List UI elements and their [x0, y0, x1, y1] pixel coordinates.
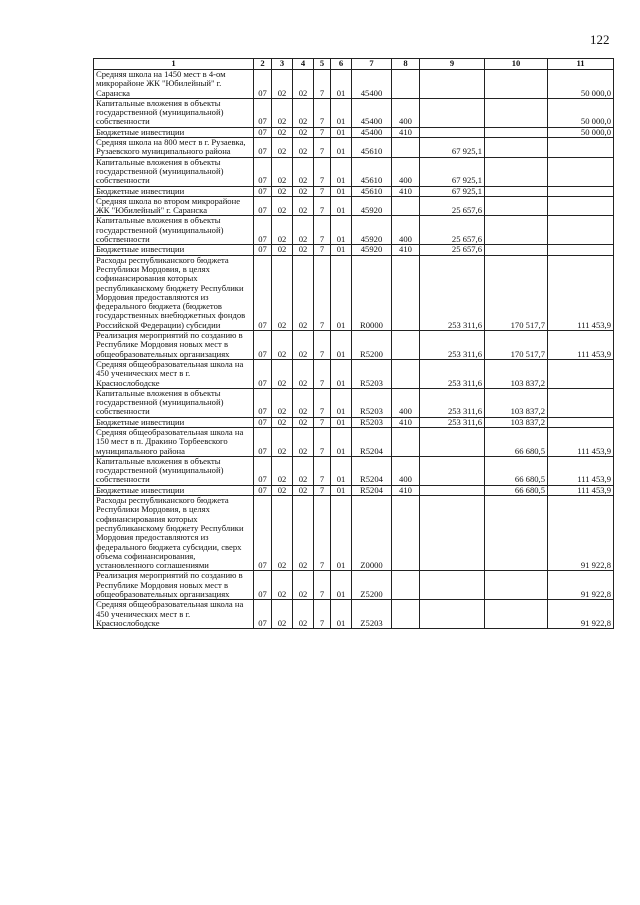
- row-name-cell: Капитальные вложения в объекты государственной (муниципальной) собственности: [94, 456, 254, 485]
- row-name-cell: Бюджетные инвестиции: [94, 245, 254, 255]
- row-value-cell: 400: [392, 456, 420, 485]
- row-value-cell: 02: [293, 216, 314, 245]
- row-value-cell: 67 925,1: [420, 157, 485, 186]
- row-value-cell: 67 925,1: [420, 186, 485, 196]
- row-value-cell: 7: [314, 571, 331, 600]
- row-value-cell: 02: [272, 98, 293, 127]
- row-value-cell: 7: [314, 98, 331, 127]
- row-value-cell: 91 922,8: [548, 600, 614, 629]
- row-value-cell: 02: [272, 196, 293, 216]
- row-value-cell: [392, 496, 420, 571]
- row-value-cell: [485, 196, 548, 216]
- row-value-cell: [548, 245, 614, 255]
- table-row: [94, 245, 614, 255]
- row-value-cell: 410: [392, 417, 420, 427]
- row-value-cell: 253 311,6: [420, 388, 485, 417]
- row-value-cell: 02: [272, 127, 293, 137]
- row-name-cell: Бюджетные инвестиции: [94, 186, 254, 196]
- row-value-cell: 25 657,6: [420, 245, 485, 255]
- row-value-cell: R5200: [352, 331, 392, 360]
- row-value-cell: R5203: [352, 359, 392, 388]
- row-value-cell: 02: [272, 157, 293, 186]
- row-value-cell: [485, 216, 548, 245]
- row-value-cell: 25 657,6: [420, 196, 485, 216]
- row-name-cell: Капитальные вложения в объекты государственной (муниципальной) собственности: [94, 216, 254, 245]
- row-value-cell: 7: [314, 70, 331, 99]
- row-value-cell: 253 311,6: [420, 359, 485, 388]
- row-value-cell: 02: [272, 600, 293, 629]
- page-number: 122: [590, 32, 610, 47]
- row-value-cell: [485, 496, 548, 571]
- row-value-cell: 01: [331, 359, 352, 388]
- row-value-cell: 02: [272, 388, 293, 417]
- row-value-cell: 01: [331, 98, 352, 127]
- row-value-cell: 01: [331, 157, 352, 186]
- row-value-cell: 7: [314, 331, 331, 360]
- row-value-cell: 111 453,9: [548, 427, 614, 456]
- row-name-cell: Бюджетные инвестиции: [94, 485, 254, 495]
- row-value-cell: 07: [254, 157, 272, 186]
- row-value-cell: 02: [272, 496, 293, 571]
- table-row: [94, 255, 614, 330]
- row-value-cell: [485, 571, 548, 600]
- row-value-cell: 400: [392, 388, 420, 417]
- row-value-cell: 02: [272, 417, 293, 427]
- header-cell: 4: [293, 59, 314, 70]
- row-value-cell: 50 000,0: [548, 98, 614, 127]
- row-value-cell: [548, 359, 614, 388]
- row-name-cell: Средняя школа во втором микрорайоне ЖК "Юбилейный" г. Саранска: [94, 196, 254, 216]
- row-value-cell: [548, 138, 614, 158]
- row-value-cell: 02: [293, 600, 314, 629]
- row-value-cell: [392, 255, 420, 330]
- row-value-cell: 45920: [352, 245, 392, 255]
- row-value-cell: 45610: [352, 138, 392, 158]
- row-value-cell: 7: [314, 600, 331, 629]
- table-row: [94, 196, 614, 216]
- row-value-cell: 111 453,9: [548, 485, 614, 495]
- row-value-cell: 07: [254, 138, 272, 158]
- row-value-cell: 01: [331, 571, 352, 600]
- row-value-cell: 07: [254, 485, 272, 495]
- row-value-cell: 103 837,2: [485, 388, 548, 417]
- row-value-cell: R5204: [352, 485, 392, 495]
- row-value-cell: 02: [272, 186, 293, 196]
- table-row: [94, 427, 614, 456]
- row-value-cell: 01: [331, 70, 352, 99]
- row-name-cell: Реализация мероприятий по созданию в Республике Мордовия новых мест в общеобразовательных организациях: [94, 331, 254, 360]
- row-value-cell: 02: [293, 196, 314, 216]
- row-name-cell: Капитальные вложения в объекты государственной (муниципальной) собственности: [94, 98, 254, 127]
- row-value-cell: 45400: [352, 70, 392, 99]
- table-row: [94, 98, 614, 127]
- row-value-cell: 66 680,5: [485, 427, 548, 456]
- row-value-cell: 170 517,7: [485, 255, 548, 330]
- table-row: [94, 417, 614, 427]
- row-value-cell: 111 453,9: [548, 331, 614, 360]
- row-value-cell: 45400: [352, 127, 392, 137]
- row-value-cell: 07: [254, 245, 272, 255]
- row-value-cell: R0000: [352, 255, 392, 330]
- row-value-cell: 02: [272, 485, 293, 495]
- row-value-cell: 07: [254, 600, 272, 629]
- row-value-cell: 01: [331, 196, 352, 216]
- row-value-cell: [392, 138, 420, 158]
- row-value-cell: 253 311,6: [420, 255, 485, 330]
- row-value-cell: [420, 496, 485, 571]
- row-value-cell: 410: [392, 485, 420, 495]
- row-value-cell: 01: [331, 331, 352, 360]
- budget-table: [93, 58, 614, 629]
- row-value-cell: 7: [314, 245, 331, 255]
- row-value-cell: 7: [314, 496, 331, 571]
- row-value-cell: 02: [293, 127, 314, 137]
- row-value-cell: 7: [314, 456, 331, 485]
- row-value-cell: 01: [331, 138, 352, 158]
- row-value-cell: 07: [254, 456, 272, 485]
- table-row: [94, 138, 614, 158]
- row-name-cell: Реализация мероприятий по созданию в Республике Мордовия новых мест в общеобразовательных организациях: [94, 571, 254, 600]
- row-value-cell: 02: [293, 331, 314, 360]
- row-value-cell: 02: [293, 388, 314, 417]
- row-value-cell: 02: [272, 359, 293, 388]
- row-value-cell: 02: [293, 456, 314, 485]
- row-value-cell: 66 680,5: [485, 456, 548, 485]
- row-value-cell: 07: [254, 216, 272, 245]
- row-value-cell: 07: [254, 388, 272, 417]
- row-value-cell: 02: [272, 571, 293, 600]
- table-row: [94, 485, 614, 495]
- header-cell: 6: [331, 59, 352, 70]
- row-value-cell: 410: [392, 245, 420, 255]
- row-value-cell: 07: [254, 98, 272, 127]
- row-name-cell: Капитальные вложения в объекты государственной (муниципальной) собственности: [94, 388, 254, 417]
- row-value-cell: 07: [254, 496, 272, 571]
- row-value-cell: 7: [314, 216, 331, 245]
- row-value-cell: 01: [331, 427, 352, 456]
- row-value-cell: 7: [314, 427, 331, 456]
- row-value-cell: 103 837,2: [485, 359, 548, 388]
- row-name-cell: Средняя школа на 800 мест в г. Рузаевка, Рузаевского муниципального района: [94, 138, 254, 158]
- row-value-cell: 91 922,8: [548, 496, 614, 571]
- row-value-cell: 07: [254, 186, 272, 196]
- row-value-cell: 02: [272, 331, 293, 360]
- row-value-cell: [485, 138, 548, 158]
- row-value-cell: [420, 456, 485, 485]
- row-value-cell: Z5200: [352, 571, 392, 600]
- row-value-cell: [485, 127, 548, 137]
- table-body: [94, 70, 614, 629]
- row-value-cell: 02: [293, 496, 314, 571]
- row-value-cell: [420, 127, 485, 137]
- header-cell: 2: [254, 59, 272, 70]
- row-value-cell: 170 517,7: [485, 331, 548, 360]
- row-value-cell: Z5203: [352, 600, 392, 629]
- row-name-cell: Средняя общеобразовательная школа на 150 мест в п. Дракино Торбеевского муниципального района: [94, 427, 254, 456]
- row-value-cell: 01: [331, 496, 352, 571]
- row-value-cell: 01: [331, 456, 352, 485]
- row-value-cell: 7: [314, 255, 331, 330]
- header-cell: 10: [485, 59, 548, 70]
- row-value-cell: [485, 600, 548, 629]
- table-row: [94, 70, 614, 99]
- row-value-cell: 02: [293, 186, 314, 196]
- row-value-cell: 01: [331, 388, 352, 417]
- row-value-cell: [392, 571, 420, 600]
- row-value-cell: 01: [331, 485, 352, 495]
- row-value-cell: 45610: [352, 157, 392, 186]
- row-value-cell: 25 657,6: [420, 216, 485, 245]
- row-value-cell: R5204: [352, 456, 392, 485]
- row-value-cell: [420, 600, 485, 629]
- row-value-cell: 07: [254, 196, 272, 216]
- row-value-cell: 67 925,1: [420, 138, 485, 158]
- row-value-cell: [392, 70, 420, 99]
- row-value-cell: 02: [293, 485, 314, 495]
- row-value-cell: [420, 70, 485, 99]
- row-value-cell: 02: [293, 255, 314, 330]
- row-value-cell: 253 311,6: [420, 417, 485, 427]
- row-value-cell: 07: [254, 417, 272, 427]
- row-value-cell: 07: [254, 571, 272, 600]
- table-row: [94, 600, 614, 629]
- row-value-cell: 400: [392, 98, 420, 127]
- row-value-cell: [392, 196, 420, 216]
- row-value-cell: 7: [314, 196, 331, 216]
- row-value-cell: 7: [314, 485, 331, 495]
- table-row: [94, 216, 614, 245]
- row-name-cell: Средняя общеобразовательная школа на 450 ученических мест в г. Краснослободске: [94, 600, 254, 629]
- row-value-cell: 01: [331, 127, 352, 137]
- row-value-cell: 50 000,0: [548, 127, 614, 137]
- row-value-cell: [485, 186, 548, 196]
- row-value-cell: [420, 571, 485, 600]
- row-value-cell: 400: [392, 157, 420, 186]
- row-name-cell: Бюджетные инвестиции: [94, 417, 254, 427]
- row-name-cell: Средняя школа на 1450 мест в 4-ом микрорайоне ЖК "Юбилейный" г. Саранска: [94, 70, 254, 99]
- row-value-cell: 07: [254, 359, 272, 388]
- table-row: [94, 157, 614, 186]
- row-value-cell: 50 000,0: [548, 70, 614, 99]
- row-value-cell: [485, 98, 548, 127]
- table-row: [94, 456, 614, 485]
- row-value-cell: 07: [254, 331, 272, 360]
- table-row: [94, 496, 614, 571]
- row-value-cell: 91 922,8: [548, 571, 614, 600]
- table-row: [94, 388, 614, 417]
- row-value-cell: [548, 417, 614, 427]
- row-value-cell: 400: [392, 216, 420, 245]
- row-value-cell: 02: [293, 245, 314, 255]
- table-row: [94, 127, 614, 137]
- row-value-cell: [392, 331, 420, 360]
- header-cell: 8: [392, 59, 420, 70]
- row-value-cell: 01: [331, 600, 352, 629]
- row-value-cell: 253 311,6: [420, 331, 485, 360]
- row-value-cell: 07: [254, 70, 272, 99]
- row-value-cell: 02: [293, 427, 314, 456]
- row-value-cell: 7: [314, 138, 331, 158]
- row-value-cell: 07: [254, 127, 272, 137]
- row-value-cell: [548, 196, 614, 216]
- row-value-cell: 02: [272, 70, 293, 99]
- row-value-cell: 66 680,5: [485, 485, 548, 495]
- row-value-cell: 01: [331, 245, 352, 255]
- row-value-cell: 07: [254, 255, 272, 330]
- row-value-cell: R5204: [352, 427, 392, 456]
- row-value-cell: [485, 245, 548, 255]
- row-value-cell: R5203: [352, 417, 392, 427]
- row-name-cell: Расходы республиканского бюджета Республики Мордовия, в целях софинансирования которых республиканскому бюджету Республики Мордовия предоставляются из федерального бюджета субсидии, сверх объема софинансирования, установленного соглашениями: [94, 496, 254, 571]
- row-value-cell: 07: [254, 427, 272, 456]
- row-name-cell: Средняя общеобразовательная школа на 450 ученических мест в г. Краснослободске: [94, 359, 254, 388]
- header-cell: 1: [94, 59, 254, 70]
- row-value-cell: 02: [272, 245, 293, 255]
- row-value-cell: 02: [293, 571, 314, 600]
- header-cell: 5: [314, 59, 331, 70]
- row-value-cell: [420, 485, 485, 495]
- row-value-cell: 7: [314, 359, 331, 388]
- row-value-cell: [420, 427, 485, 456]
- row-value-cell: 02: [272, 456, 293, 485]
- row-value-cell: 01: [331, 417, 352, 427]
- header-cell: 11: [548, 59, 614, 70]
- row-value-cell: R5203: [352, 388, 392, 417]
- row-value-cell: 02: [293, 70, 314, 99]
- row-value-cell: 45920: [352, 196, 392, 216]
- row-name-cell: Бюджетные инвестиции: [94, 127, 254, 137]
- row-value-cell: 02: [293, 98, 314, 127]
- row-value-cell: 01: [331, 186, 352, 196]
- row-value-cell: [392, 427, 420, 456]
- table-row: [94, 331, 614, 360]
- row-value-cell: [548, 157, 614, 186]
- row-value-cell: Z0000: [352, 496, 392, 571]
- table-row: [94, 359, 614, 388]
- row-value-cell: 01: [331, 216, 352, 245]
- row-value-cell: 02: [293, 417, 314, 427]
- row-value-cell: [420, 98, 485, 127]
- header-cell: 9: [420, 59, 485, 70]
- header-cell: 3: [272, 59, 293, 70]
- row-value-cell: 45610: [352, 186, 392, 196]
- row-value-cell: [548, 186, 614, 196]
- row-value-cell: 7: [314, 388, 331, 417]
- row-value-cell: 02: [293, 359, 314, 388]
- row-value-cell: 7: [314, 186, 331, 196]
- row-value-cell: 02: [272, 255, 293, 330]
- row-value-cell: 7: [314, 417, 331, 427]
- row-value-cell: [548, 216, 614, 245]
- row-value-cell: 7: [314, 127, 331, 137]
- row-value-cell: 410: [392, 127, 420, 137]
- table-row: [94, 571, 614, 600]
- row-name-cell: Расходы республиканского бюджета Республики Мордовия, в целях софинансирования которых республиканскому бюджету Республики Мордовия предоставляются из федерального бюджета (бюджетов государственных внебюджетных фондов Российской Федерации) субсидии: [94, 255, 254, 330]
- row-value-cell: 45920: [352, 216, 392, 245]
- row-value-cell: 02: [272, 427, 293, 456]
- row-name-cell: Капитальные вложения в объекты государственной (муниципальной) собственности: [94, 157, 254, 186]
- row-value-cell: 111 453,9: [548, 255, 614, 330]
- row-value-cell: 02: [293, 138, 314, 158]
- row-value-cell: 02: [272, 216, 293, 245]
- row-value-cell: 02: [272, 138, 293, 158]
- row-value-cell: 45400: [352, 98, 392, 127]
- row-value-cell: 01: [331, 255, 352, 330]
- row-value-cell: [485, 70, 548, 99]
- row-value-cell: 02: [293, 157, 314, 186]
- row-value-cell: 103 837,2: [485, 417, 548, 427]
- header-row: [94, 59, 614, 70]
- row-value-cell: [392, 359, 420, 388]
- row-value-cell: [548, 388, 614, 417]
- header-cell: 7: [352, 59, 392, 70]
- row-value-cell: 111 453,9: [548, 456, 614, 485]
- row-value-cell: [485, 157, 548, 186]
- row-value-cell: 410: [392, 186, 420, 196]
- table-row: [94, 186, 614, 196]
- row-value-cell: 7: [314, 157, 331, 186]
- row-value-cell: [392, 600, 420, 629]
